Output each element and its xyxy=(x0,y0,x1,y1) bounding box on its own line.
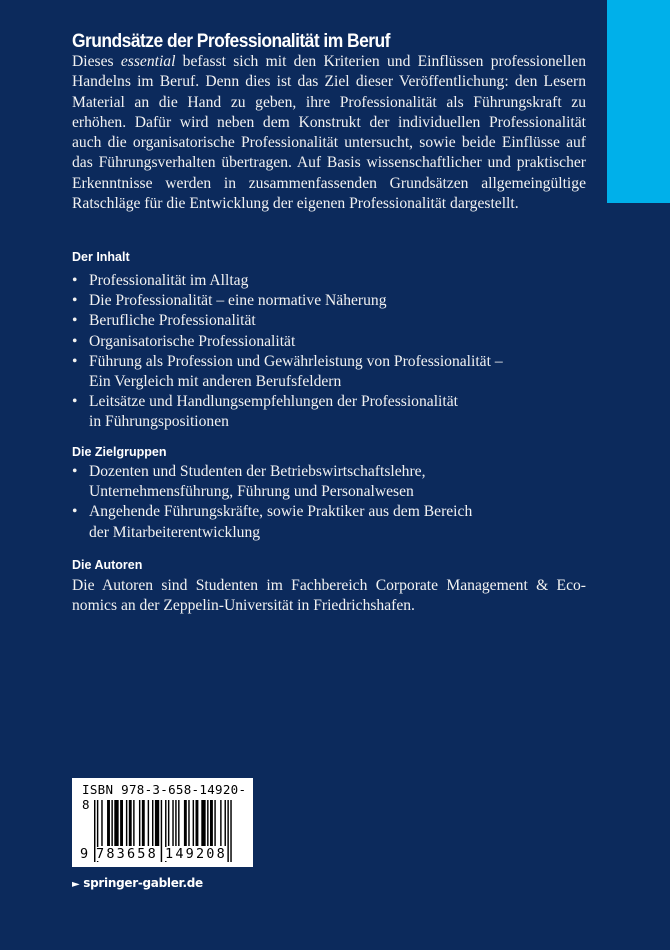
bullet-icon: • xyxy=(72,503,78,521)
bullet-icon: • xyxy=(72,463,78,480)
bullet-icon: • xyxy=(72,292,78,310)
description-fragment: befasst sich mit den Kriterien und Einflüssen professionellen xyxy=(175,53,586,70)
barcode-digits-right: 149208 xyxy=(165,846,227,862)
description xyxy=(72,52,586,214)
barcode-bar xyxy=(152,800,153,846)
accent-block xyxy=(607,0,670,203)
barcode-bar xyxy=(207,800,208,846)
barcode-lead-digit: 9 xyxy=(80,846,89,862)
list-item-text: Berufliche Professionalität xyxy=(89,312,256,330)
barcode-digits-left: 783658 xyxy=(96,846,158,862)
list-item xyxy=(72,291,592,311)
authors-line: nomics an der Zeppelin-Universität in Friedrichshafen. xyxy=(72,597,415,615)
barcode-bar xyxy=(175,800,176,846)
bullet-icon: • xyxy=(72,393,78,411)
list-item xyxy=(72,502,592,542)
barcode-bar xyxy=(139,800,140,846)
list-item-text: Dozenten und Studenten der Betriebswirtschaftslehre, xyxy=(89,463,426,480)
list-item xyxy=(72,311,592,331)
barcode-bar xyxy=(220,800,221,846)
authors-text xyxy=(72,576,586,617)
description-line: Handelns im Beruf. Denn dies ist das Ziel dieser Veröffentlichung: den Lesern xyxy=(72,73,586,91)
list-item-text: Die Professionalität – eine normative Näherung xyxy=(89,292,387,310)
barcode-bar xyxy=(126,800,127,846)
list-item-text: Leitsätze und Handlungsempfehlungen der Professionalität xyxy=(89,393,458,411)
barcode-bar xyxy=(111,800,112,846)
isbn-barcode xyxy=(72,778,253,867)
list-item xyxy=(72,462,592,502)
barcode-bar xyxy=(155,800,159,846)
list-item-text: Unternehmensführung, Führung und Personalwesen xyxy=(89,483,414,501)
list-item-text: Ein Vergleich mit anderen Berufsfeldern xyxy=(89,373,342,391)
authors-heading: Die Autoren xyxy=(72,558,143,572)
list-item-text: Führung als Profession und Gewährleistung von Professionalität – xyxy=(89,352,503,370)
isbn-number: ISBN 978-3-658-14920-8 xyxy=(82,782,247,812)
list-item xyxy=(72,352,592,392)
list-item xyxy=(72,392,592,432)
bullet-icon: • xyxy=(72,332,78,350)
authors-line: Die Autoren sind Studenten im Fachbereich Corporate Management & Eco- xyxy=(72,577,586,594)
barcode-bar xyxy=(178,800,179,846)
list-item-text: in Führungspositionen xyxy=(89,413,229,431)
description-line: Erkenntnisse werden in zusammenfassenden Grundsätzen allgemeingültige xyxy=(72,174,586,192)
list-item-text: Professionalität im Alltag xyxy=(89,272,249,289)
contents-heading: Der Inhalt xyxy=(72,250,130,264)
barcode-bar xyxy=(161,800,162,862)
description-line: Ratschläge für die Entwicklung der eigenen Professionalität dargestellt. xyxy=(72,195,519,213)
barcode-bar xyxy=(172,800,173,846)
barcode-bar xyxy=(114,800,118,846)
arrow-right-icon: ► xyxy=(72,879,80,890)
barcode-bar xyxy=(210,800,213,846)
barcode-bar xyxy=(107,800,110,846)
barcode-bar xyxy=(214,800,215,846)
barcode-bar xyxy=(184,800,187,846)
barcode-bar xyxy=(133,800,134,846)
description-line: Material an die Hand zu geben, ihre Professionalität als Führungskraft zu xyxy=(72,93,586,111)
description-line xyxy=(72,52,586,72)
book-title: Grundsätze der Professionalität im Beruf xyxy=(72,31,390,52)
barcode-bar xyxy=(196,800,199,846)
barcode-bar xyxy=(142,800,145,846)
barcode-bar xyxy=(193,800,194,846)
audience-heading: Die Zielgruppen xyxy=(72,445,167,459)
audience-list xyxy=(72,462,592,543)
description-fragment: Dieses xyxy=(72,53,121,70)
barcode-bar xyxy=(230,800,231,862)
barcode-bar xyxy=(188,800,189,846)
barcode-bar xyxy=(201,800,205,846)
barcode-bar xyxy=(227,800,228,862)
publisher-link-text: springer-gabler.de xyxy=(83,876,203,890)
list-item-text: Organisatorische Professionalität xyxy=(89,332,296,350)
barcode-bar xyxy=(168,800,169,846)
description-line: das Führungsverhalten übertragen. Auf Basis wissenschaftlicher und praktischer xyxy=(72,154,586,172)
barcode-bar xyxy=(120,800,123,846)
barcode-bar xyxy=(148,800,149,846)
barcode-bar xyxy=(225,800,226,846)
list-item-text: der Mitarbeiterentwicklung xyxy=(89,523,261,541)
contents-list xyxy=(72,271,592,433)
list-item-text: Angehende Führungskräfte, sowie Praktiker aus dem Bereich xyxy=(89,503,473,521)
publisher-link[interactable] xyxy=(72,876,203,890)
barcode-bar xyxy=(101,800,102,846)
bullet-icon: • xyxy=(72,352,78,370)
barcode-bar xyxy=(129,800,132,846)
description-line: auch die organisatorische Professionalität untersucht, sowie beide Einflüsse auf xyxy=(72,134,586,152)
bullet-icon: • xyxy=(72,272,78,289)
list-item xyxy=(72,271,592,291)
list-item xyxy=(72,332,592,352)
description-line: erhöhen. Dafür wird neben dem Konstrukt der individuellen Professionalität xyxy=(72,113,586,131)
bullet-icon: • xyxy=(72,312,78,330)
description-fragment: essential xyxy=(120,53,176,70)
